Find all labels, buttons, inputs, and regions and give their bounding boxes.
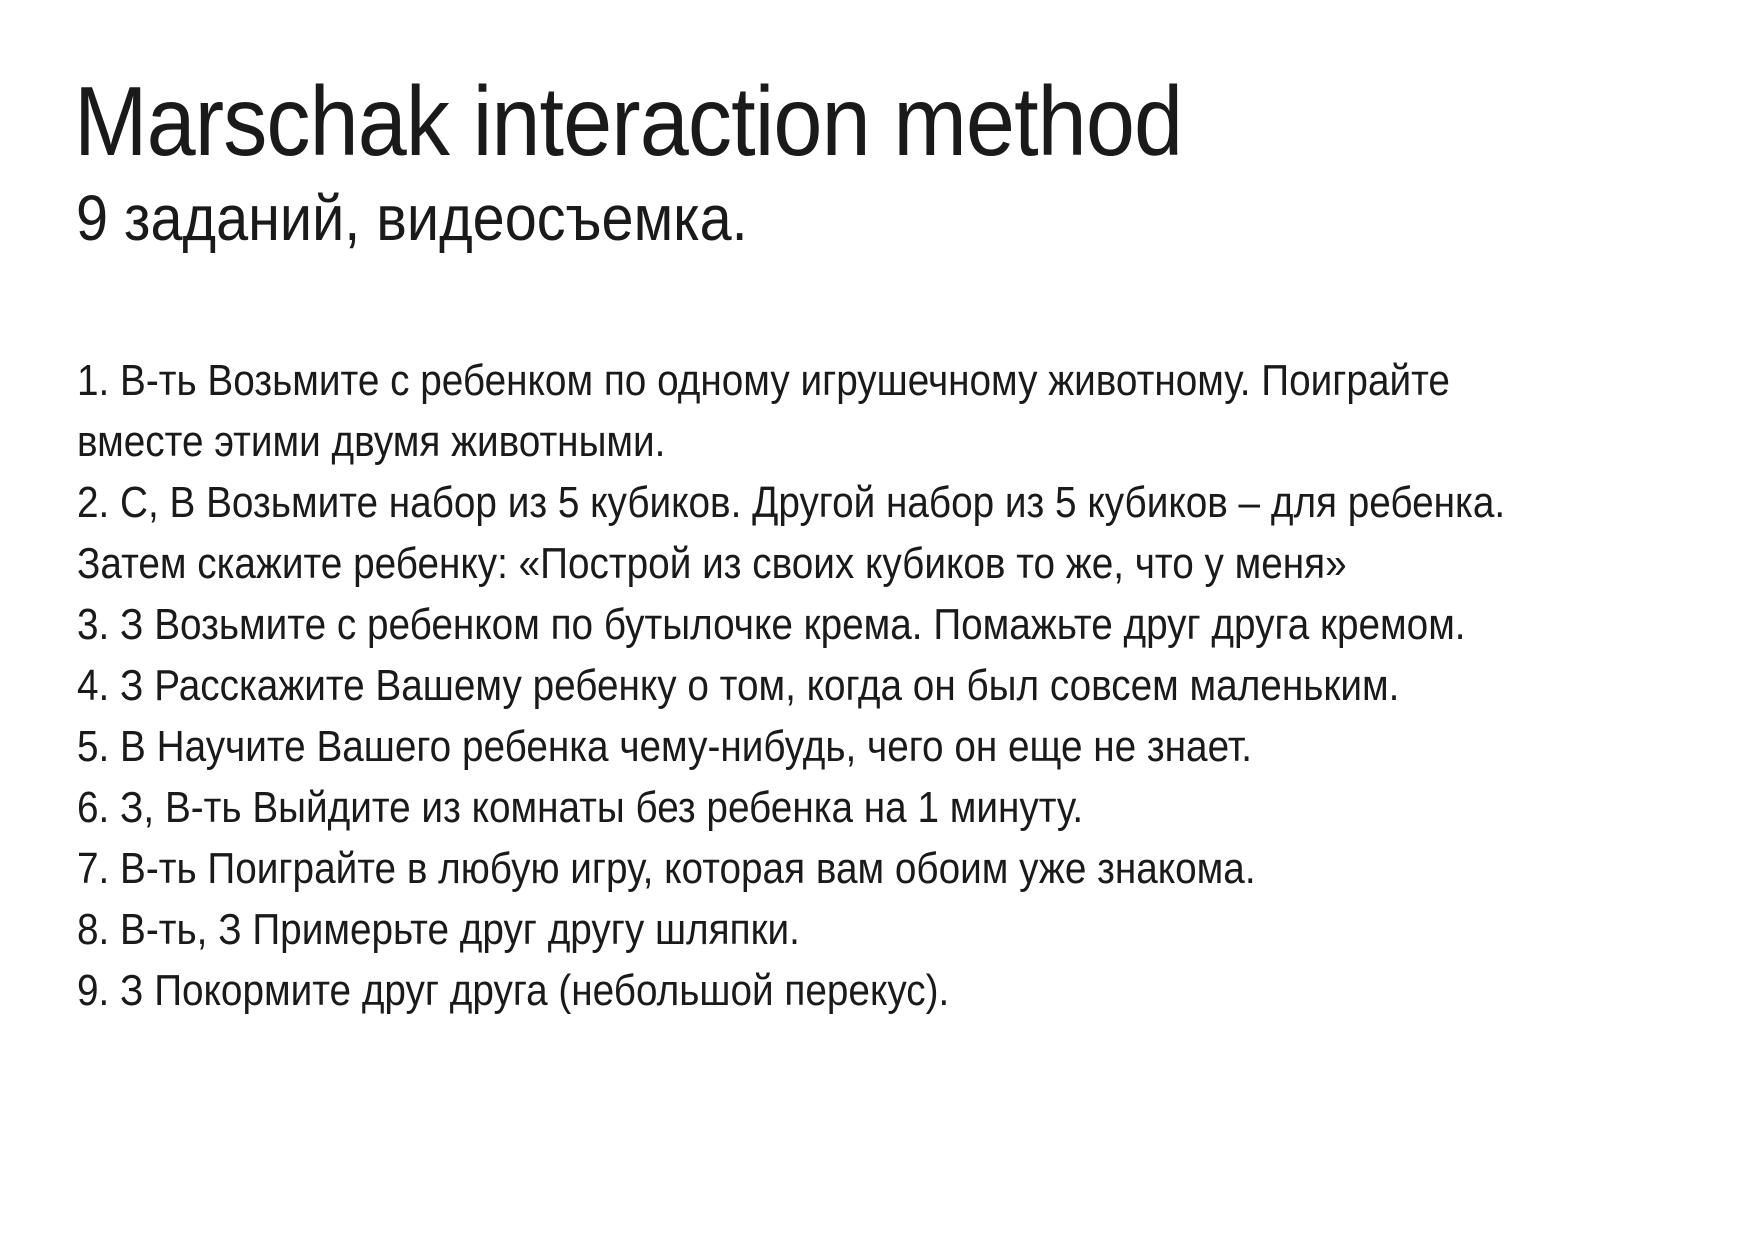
task-line: 6. З, В-ть Выйдите из комнаты без ребенка на 1 минуту. bbox=[77, 783, 1084, 832]
task-line: 9. З Покормите друг друга (небольшой перекус). bbox=[77, 966, 950, 1015]
task-line: 3. З Возьмите с ребенком по бутылочке крема. Помажьте друг друга кремом. bbox=[77, 600, 1466, 649]
task-line: 7. В-ть Поиграйте в любую игру, которая вам обоим уже знакома. bbox=[77, 844, 1256, 893]
task-line: 4. З Расскажите Вашему ребенку о том, когда он был совсем маленьким. bbox=[77, 661, 1400, 710]
task-list bbox=[77, 350, 1705, 1021]
task-line: 1. В-ть Возьмите с ребенком по одному игрушечному животному. Поиграйте bbox=[77, 356, 1450, 405]
task-line: 8. В-ть, З Примерьте друг другу шляпки. bbox=[77, 905, 800, 954]
page-title: Marschak interaction method bbox=[74, 66, 1183, 176]
page-subtitle: 9 заданий, видеосъемка. bbox=[76, 182, 748, 254]
task-line: 5. В Научите Вашего ребенка чему-нибудь, чего он еще не знает. bbox=[77, 722, 1253, 771]
task-line: Затем скажите ребенку: «Построй из своих кубиков то же, что у меня» bbox=[77, 539, 1347, 588]
task-line: вместе этими двумя животными. bbox=[77, 417, 666, 466]
task-line: 2. С, В Возьмите набор из 5 кубиков. Другой набор из 5 кубиков – для ребенка. bbox=[77, 478, 1506, 527]
